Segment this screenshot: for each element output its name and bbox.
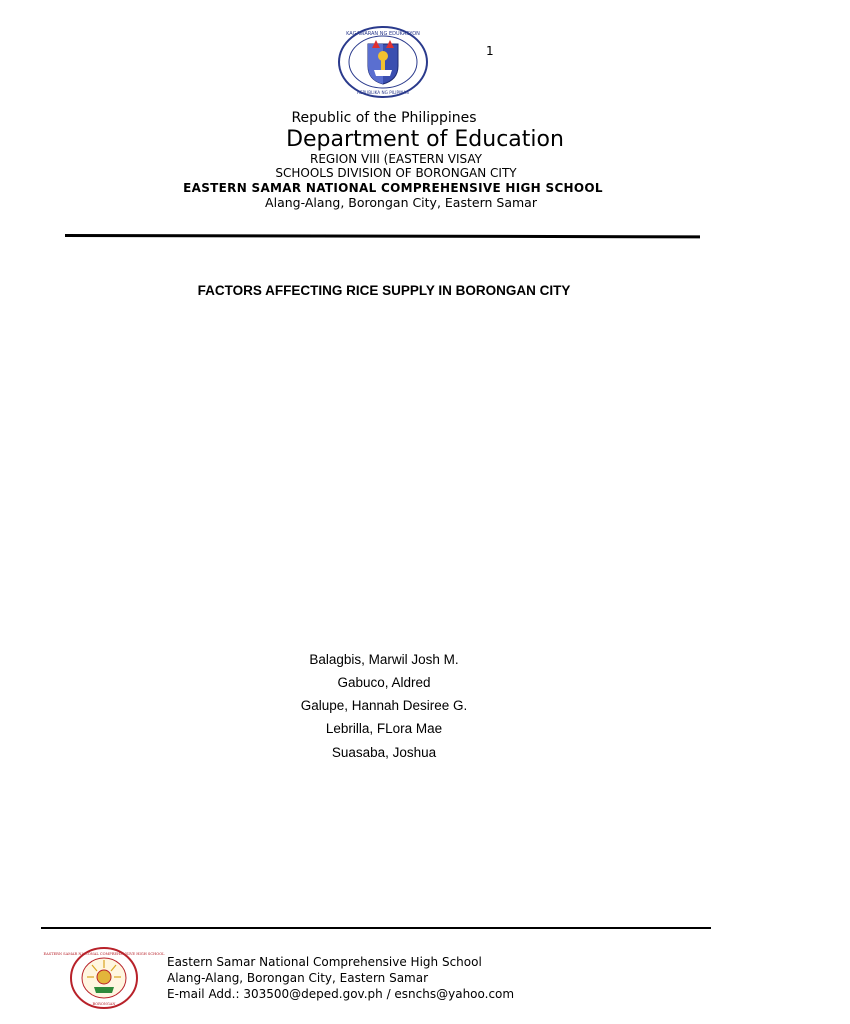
footer-email: E-mail Add.: 303500@deped.gov.ph / esnchs@yahoo.com: [167, 987, 515, 1001]
page-number: 1: [486, 44, 494, 58]
school-address: Alang-Alang, Borongan City, Eastern Samar: [265, 195, 537, 210]
author-3: Galupe, Hannah Desiree G.: [300, 698, 468, 713]
document-title: FACTORS AFFECTING RICE SUPPLY IN BORONGAN CITY: [197, 283, 571, 298]
footer-school: Eastern Samar National Comprehensive High School: [167, 955, 482, 969]
republic-heading: Republic of the Philippines: [291, 110, 477, 126]
school-logo-icon: [43, 947, 165, 1009]
division-line: SCHOOLS DIVISION OF BORONGAN CITY: [275, 166, 517, 180]
department-heading: Department of Education: [286, 127, 564, 152]
region-line: REGION VIII (EASTERN VISAY: [310, 152, 482, 166]
seal-text-top: KAGAWARAN NG EDUKASYON: [346, 31, 420, 37]
footer-divider: [41, 927, 711, 929]
logo-text-bottom: BORONGAN: [92, 1002, 116, 1006]
seal-text-bottom: REPUBLIKA NG PILIPINAS: [357, 90, 409, 95]
author-2: Gabuco, Aldred: [337, 675, 431, 690]
author-1: Balagbis, Marwil Josh M.: [309, 652, 459, 667]
author-5: Suasaba, Joshua: [331, 745, 437, 760]
header-divider: [65, 234, 700, 238]
school-name: EASTERN SAMAR NATIONAL COMPREHENSIVE HIGH SCHOOL: [183, 181, 603, 195]
author-4: Lebrilla, FLora Mae: [325, 721, 443, 736]
footer-address: Alang-Alang, Borongan City, Eastern Samar: [167, 971, 429, 985]
logo-text-top: EASTERN SAMAR NATIONAL COMPREHENSIVE HIGH SCHOOL: [43, 952, 165, 956]
deped-seal-icon: [338, 26, 428, 98]
